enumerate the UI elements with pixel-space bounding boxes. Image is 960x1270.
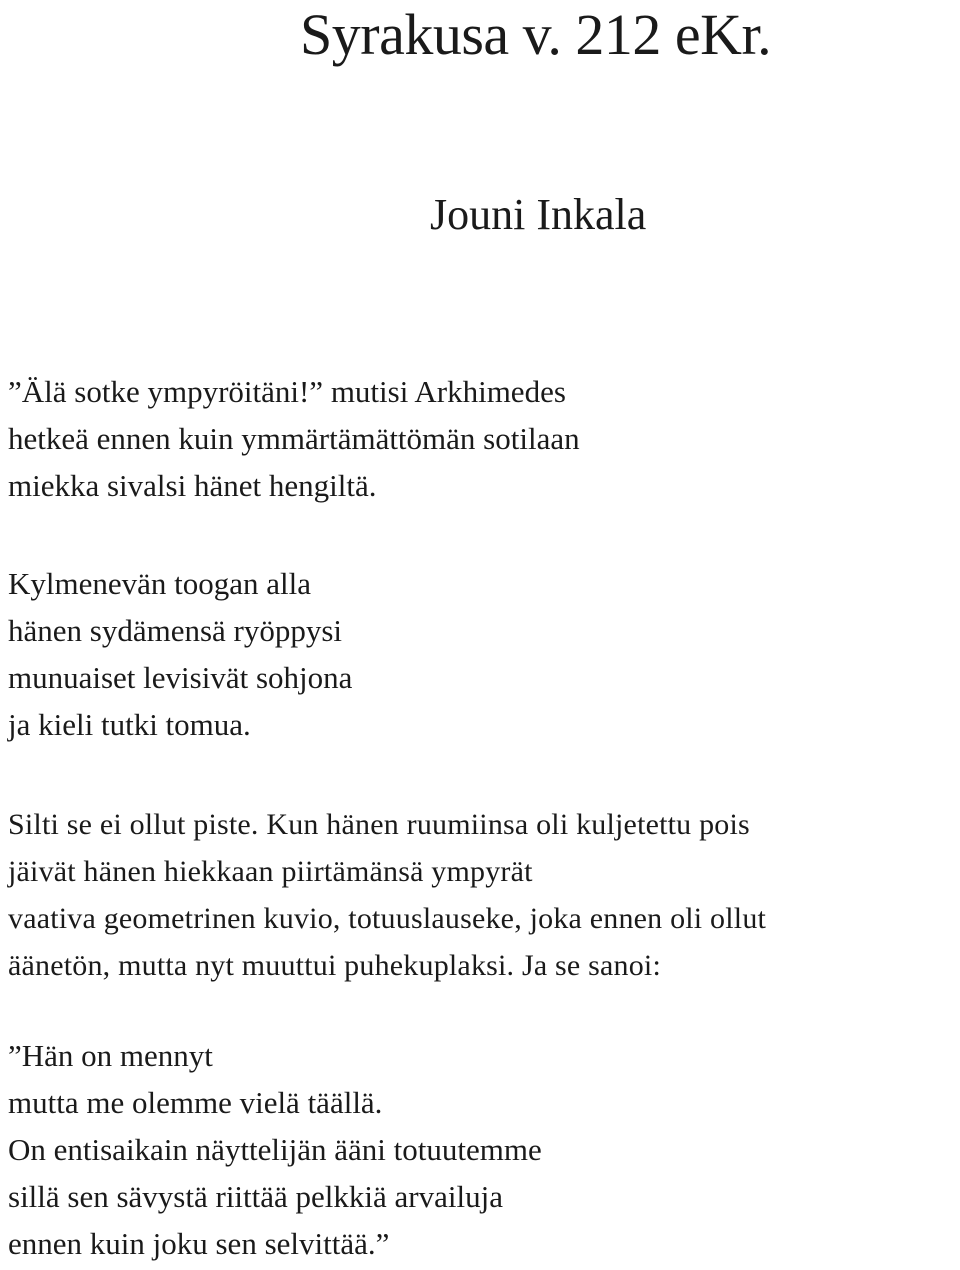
poem-line: vaativa geometrinen kuvio, totuuslauseke, joka ennen oli ollut: [8, 902, 767, 935]
poem-title: Syrakusa v. 212 eKr.: [300, 2, 772, 67]
poem-line: munuaiset levisivät sohjona: [8, 660, 353, 695]
stanza-3: [8, 801, 766, 989]
poem-line: mutta me olemme vielä täällä.: [8, 1085, 383, 1120]
stanza-1: [8, 368, 580, 509]
poem-line: miekka sivalsi hänet hengiltä.: [8, 468, 377, 503]
poem-line: ja kieli tutki tomua.: [8, 707, 251, 742]
poem-line: ennen kuin joku sen selvittää.”: [8, 1226, 390, 1261]
poem-author: Jouni Inkala: [430, 190, 647, 239]
poem-line: ”Älä sotke ympyröitäni!” mutisi Arkhimedes: [8, 374, 566, 409]
poem-line: Silti se ei ollut piste. Kun hänen ruumiinsa oli kuljetettu pois: [8, 808, 750, 841]
poem-line: On entisaikain näyttelijän ääni totuutemme: [8, 1132, 542, 1167]
poem-line: äänetön, mutta nyt muuttui puhekuplaksi. Ja se sanoi:: [8, 949, 661, 982]
poem-line: sillä sen sävystä riittää pelkkiä arvailuja: [8, 1179, 503, 1214]
poem-line: jäivät hänen hiekkaan piirtämänsä ympyrät: [8, 855, 533, 888]
poem-line: hänen sydämensä ryöppysi: [8, 613, 343, 648]
stanza-2: [8, 560, 352, 748]
poem-line: hetkeä ennen kuin ymmärtämättömän sotilaan: [8, 421, 580, 456]
poem-line: ”Hän on mennyt: [8, 1038, 213, 1073]
poem-line: Kylmenevän toogan alla: [8, 566, 312, 601]
stanza-4: [8, 1032, 542, 1267]
